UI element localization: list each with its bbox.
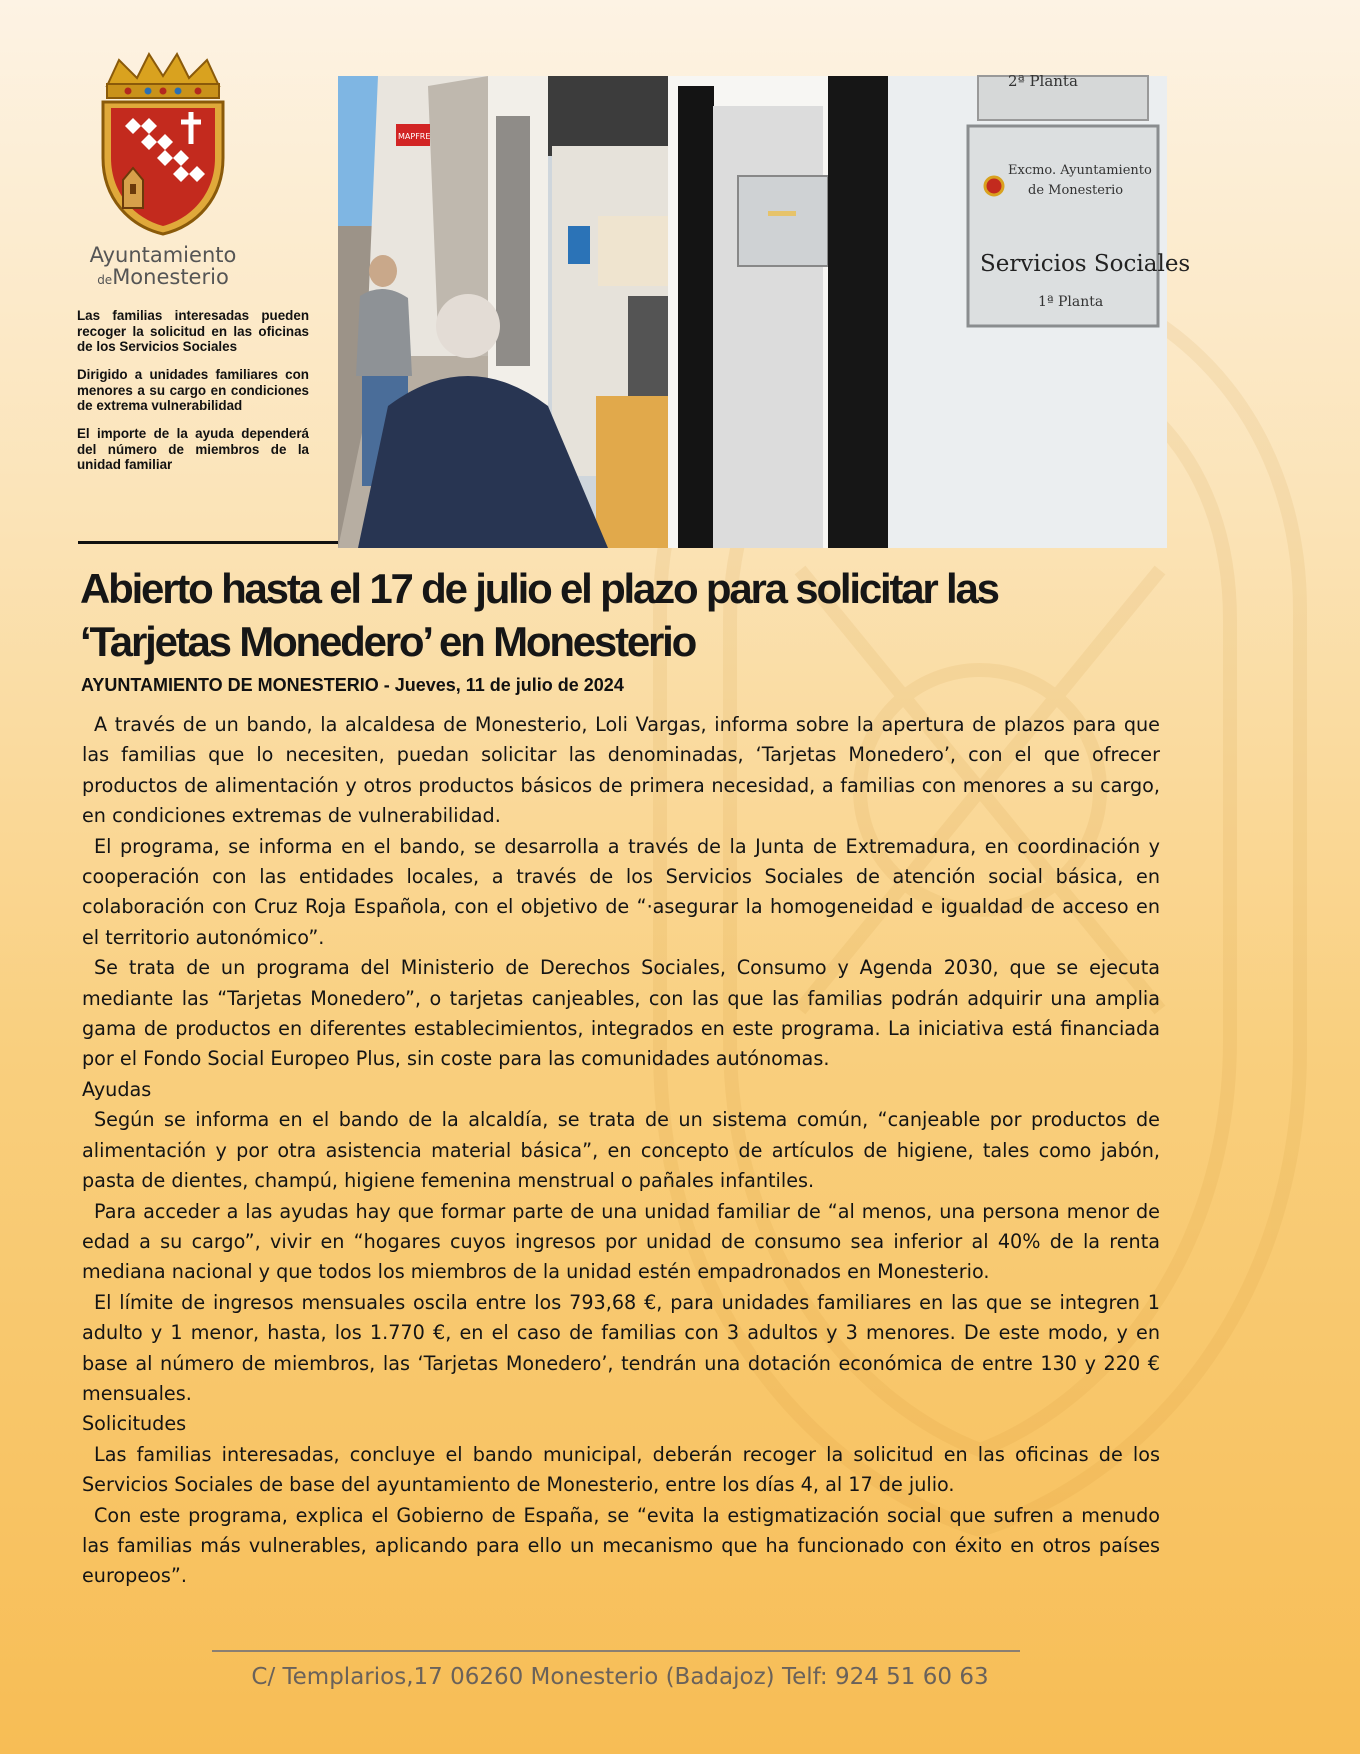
article-byline <box>81 675 624 696</box>
municipal-logo <box>88 48 238 288</box>
summary-item: El importe de la ayuda dependerá del número de miembros de la unidad familiar <box>77 426 309 473</box>
footer-divider <box>212 1650 1020 1652</box>
body-paragraph: Las familias interesadas, concluye el bando municipal, deberán recoger la solicitud en las oficinas de los Servicios Sociales de base del ayuntamiento de Monesterio, entre los días 4, al 17 de julio. <box>82 1442 1160 1497</box>
logo-line2: Monesterio <box>112 265 229 290</box>
section-heading-ayudas: Ayudas <box>82 1077 152 1101</box>
headline-line2: ‘Tarjetas Monedero’ en Monesterio <box>80 618 696 665</box>
shop-sign-text: MAPFRE <box>398 132 431 141</box>
article-summary <box>77 308 309 485</box>
article-body <box>82 710 1160 1592</box>
body-paragraph: Para acceder a las ayudas hay que formar parte de una unidad familiar de “al menos, una persona menor de edad a su cargo”, vivir en “hogares cuyos ingresos por unidad de consumo sea inferior al 40% de la renta mediana nacional y que todos los miembros de la unidad estén empadronados en Monesterio. <box>82 1199 1160 1284</box>
summary-item: Dirigido a unidades familiares con menores a su cargo en condiciones de extrema vulnerabilidad <box>77 367 309 414</box>
logo-line2-small: de <box>97 273 113 288</box>
byline-date: - Jueves, 11 de julio de 2024 <box>378 675 624 695</box>
photo-sign-line2: de Monesterio <box>1028 183 1124 198</box>
body-paragraph: El programa, se informa en el bando, se desarrolla a través de la Junta de Extremadura, en coordinación y cooperación con las entidades locales, a través de los Servicios Sociales de atención social básica, en colaboración con Cruz Roja Española, con el objetivo de “·asegurar la homogeneidad e igualdad de acceso en el territorio autonómico”. <box>82 834 1160 949</box>
summary-divider <box>78 541 338 544</box>
footer-address: C/ Templarios,17 06260 Monesterio (Badajoz) Telf: 924 51 60 63 <box>251 1664 989 1690</box>
section-heading-solicitudes: Solicitudes <box>82 1412 187 1436</box>
headline-line1: Abierto hasta el 17 de julio el plazo para solicitar las <box>80 565 998 612</box>
photo-sign-floor: 1ª Planta <box>1038 294 1104 310</box>
body-paragraph: Se trata de un programa del Ministerio de Derechos Sociales, Consumo y Agenda 2030, que se ejecuta mediante las “Tarjetas Monedero”, o tarjetas canjeables, con las que las familias podrán adquirir una amplia gama de productos en diferentes establecimientos, integrados en este programa. La iniciativa está financiada por el Fondo Social Europeo Plus, sin coste para las comunidades autónomas. <box>82 956 1160 1071</box>
body-paragraph: Según se informa en el bando de la alcaldía, se trata de un sistema común, “canjeable por productos de alimentación y por otra asistencia material básica”, en concepto de artículos de higiene, tales como jabón, pasta de dientes, champú, higiene femenina menstrual o pañales infantiles. <box>82 1108 1160 1193</box>
body-paragraph: Con este programa, explica el Gobierno de España, se “evita la estigmatización social que sufren a menudo las familias más vulnerables, aplicando para ello un mecanismo que ha funcionado con éxito en otros países europeos”. <box>82 1503 1160 1588</box>
byline-source: AYUNTAMIENTO DE MONESTERIO <box>81 675 379 695</box>
article-photo <box>338 72 1191 548</box>
photo-sign-top: 2ª Planta <box>1008 72 1078 90</box>
photo-sign-title: Servicios Sociales <box>980 251 1191 277</box>
article-headline <box>80 562 1170 668</box>
body-paragraph: A través de un bando, la alcaldesa de Monesterio, Loli Vargas, informa sobre la apertura de plazos para que las familias que lo necesiten, puedan solicitar las denominadas, ‘Tarjetas Monedero’, con el que ofrecer productos de alimentación y otros productos básicos de primera necesidad, a familias con menores a su cargo, en condiciones extremas de vulnerabilidad. <box>82 713 1160 828</box>
logo-line1: Ayuntamiento <box>89 243 237 267</box>
body-paragraph: El límite de ingresos mensuales oscila entre los 793,68 €, para unidades familiares en las que se integren 1 adulto y 1 menor, hasta, los 1.770 €, en el caso de familias con 3 adultos y 3 menores. De este modo, y en base al número de miembros, las ‘Tarjetas Monedero’, tendrán una dotación económica de entre 130 y 220 € mensuales. <box>82 1290 1160 1405</box>
coat-of-arms-icon <box>93 48 233 238</box>
photo-sign-line1: Excmo. Ayuntamiento <box>1008 163 1152 178</box>
summary-item: Las familias interesadas pueden recoger la solicitud en las oficinas de los Servicios Sociales <box>77 308 309 355</box>
